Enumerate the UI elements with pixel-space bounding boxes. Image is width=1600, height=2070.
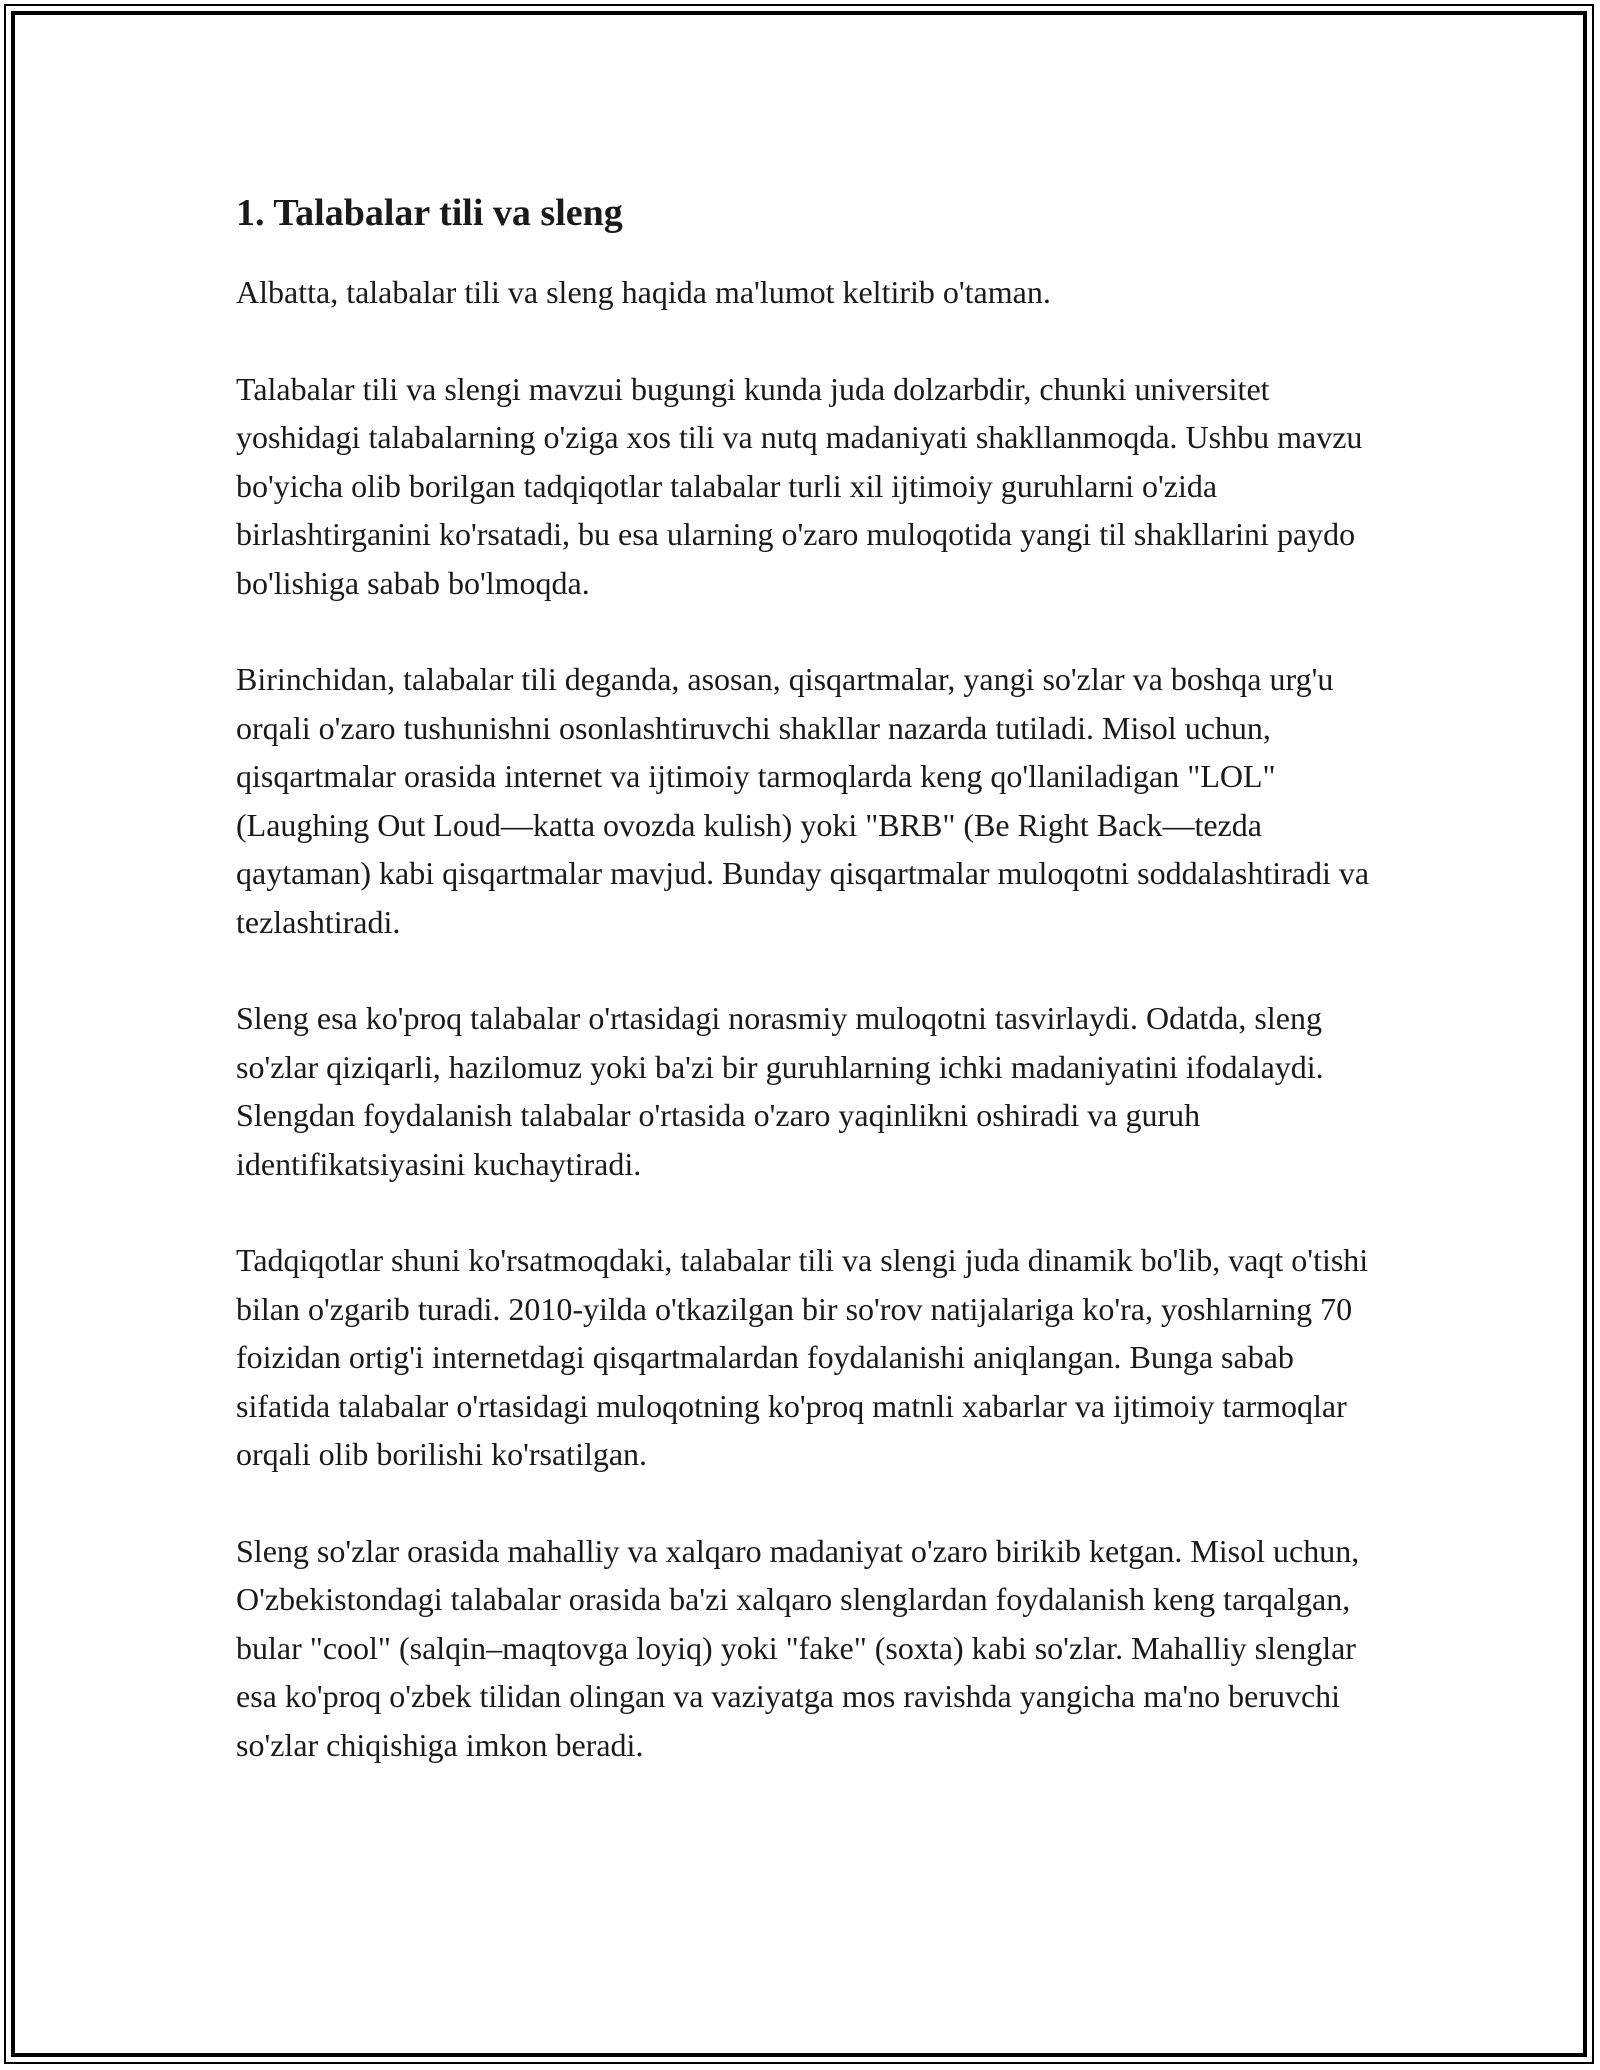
paragraph-slang: Sleng esa ko'proq talabalar o'rtasidagi norasmiy muloqotni tasvirlaydi. Odatda, sleng so'zlar qiziqarli, hazilomuz yoki ba'zi bir guruhlarning ichki madaniyatini ifodalaydi. Slengdan foydalanish talabalar o'rtasida o'zaro yaqinlikni oshiradi va guruh identifikatsiyasini kuchaytiradi. [236,1000,1324,1182]
paragraph-intro: Albatta, talabalar tili va sleng haqida ma'lumot keltirib o'taman. [236,274,1051,310]
paragraph-research: Tadqiqotlar shuni ko'rsatmoqdaki, talabalar tili va slengi juda dinamik bo'lib, vaqt o'tishi bilan o'zgarib turadi. 2010-yilda o'tkazilgan bir so'rov natijalariga ko'ra, yoshlarning 70 foizidan ortig'i internetdagi qisqartmalardan foydalanishi aniqlangan. Bunga sabab sifatida talabalar o'rtasidagi muloqotning ko'proq matnli xabarlar va ijtimoiy tarmoqlar orqali olib borilishi ko'rsatilgan. [236,1242,1369,1472]
paragraph-culture: Sleng so'zlar orasida mahalliy va xalqaro madaniyat o'zaro birikib ketgan. Misol uchun, O'zbekistondagi talabalar orasida ba'zi xalqaro slenglardan foydalanish keng tarqalgan, bular "cool" (salqin–maqtovga loyiq) yoki "fake" (soxta) kabi so'zlar. Mahalliy slenglar esa ko'proq o'zbek tilidan olingan va vaziyatga mos ravishda yangicha ma'no beruvchi so'zlar chiqishiga imkon beradi. [236,1532,1360,1763]
paragraph-relevance: Talabalar tili va slengi mavzui bugungi kunda juda dolzarbdir, chunki universitet yoshidagi talabalarning o'ziga xos tili va nutq madaniyati shakllanmoqda. Ushbu mavzu bo'yicha olib borilgan tadqiqotlar talabalar turli xil ijtimoiy guruhlarni o'zida birlashtirganini ko'rsatadi, bu esa ularning o'zaro muloqotida yangi til shakllarini paydo bo'lishiga sabab bo'lmoqda. [236,370,1363,601]
paragraph-abbreviations: Birinchidan, talabalar tili deganda, asosan, qisqartmalar, yangi so'zlar va boshqa urg'u orqali o'zaro tushunishni osonlashtiruvchi shakllar nazarda tutiladi. Misol uchun, qisqartmalar orasida internet va ijtimoiy tarmoqlarda keng qo'llaniladigan "LOL" (Laughing Out Loud—katta ovozda kulish) yoki "BRB" (Be Right Back—tezda qaytaman) kabi qisqartmalar mavjud. Bunday qisqartmalar muloqotni soddalashtiradi va tezlashtiradi. [236,661,1370,940]
section-heading: 1. Talabalar tili va sleng [236,192,623,234]
document-body [236,184,1376,1817]
